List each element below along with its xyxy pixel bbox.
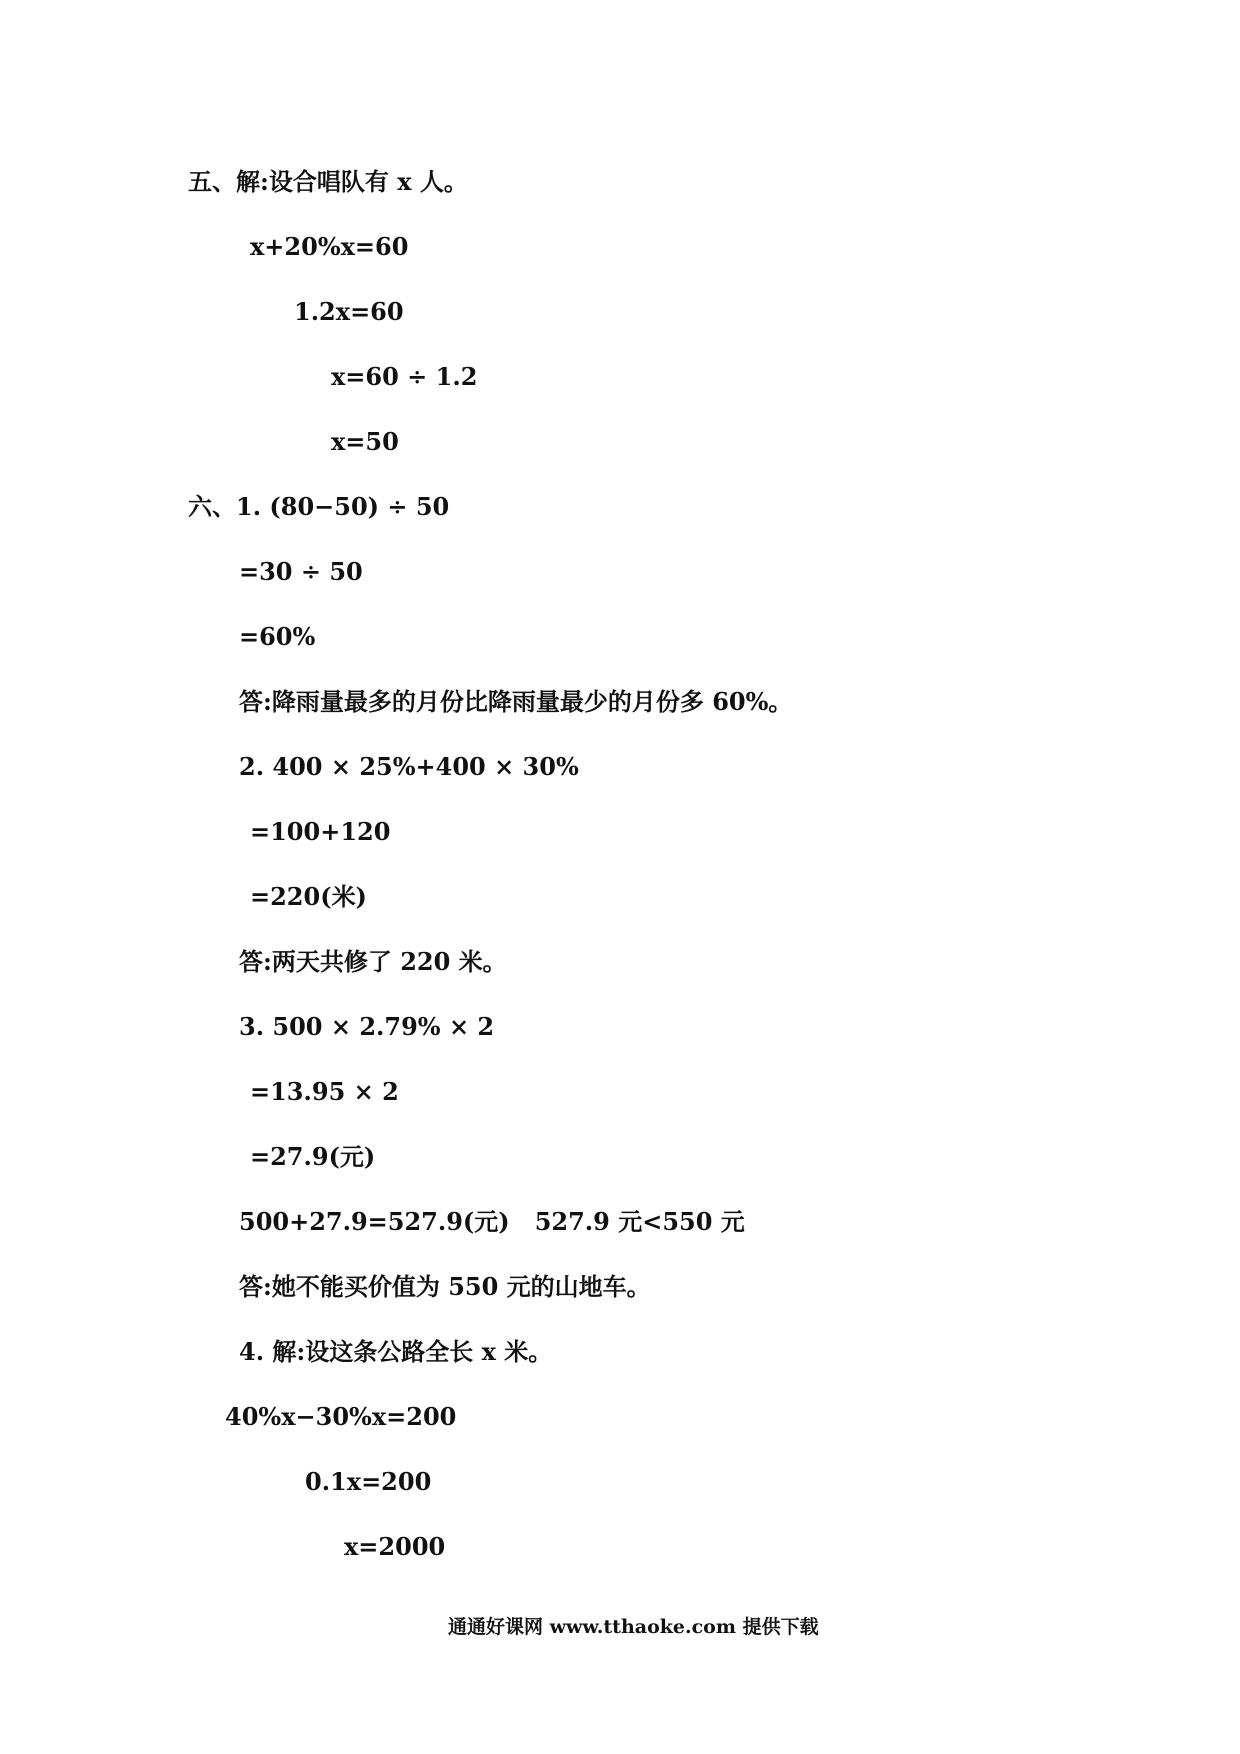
section5-step-3: x=60 ÷ 1.2 (331, 362, 478, 391)
q3-step-1: =13.95 × 2 (250, 1077, 399, 1106)
q3-answer: 答:她不能买价值为 550 元的山地车。 (239, 1272, 651, 1301)
q4-step-3: x=2000 (344, 1532, 446, 1561)
q3-step-2: =27.9(元) (250, 1142, 376, 1171)
q2-expression: 2. 400 × 25%+400 × 30% (239, 752, 579, 781)
q3-comparison: 500+27.9=527.9(元) 527.9 元<550 元 (239, 1207, 745, 1236)
q3-expression: 3. 500 × 2.79% × 2 (239, 1012, 495, 1041)
section5-step-2: 1.2x=60 (294, 297, 404, 326)
q2-step-1: =100+120 (250, 817, 391, 846)
q4-step-2: 0.1x=200 (305, 1467, 432, 1496)
q2-step-2: =220(米) (250, 882, 367, 911)
footer-credit: 通通好课网 www.tthaoke.com 提供下载 (448, 1616, 819, 1638)
section5-step-1: x+20%x=60 (250, 232, 409, 261)
q1-answer: 答:降雨量最多的月份比降雨量最少的月份多 60%。 (239, 687, 793, 716)
q1-step-1: =30 ÷ 50 (239, 557, 363, 586)
section5-step-4: x=50 (331, 427, 399, 456)
q1-expression: 六、1. (80−50) ÷ 50 (188, 492, 450, 521)
q1-step-2: =60% (239, 622, 316, 651)
section5-heading: 五、解:设合唱队有 x 人。 (188, 167, 468, 196)
q4-heading: 4. 解:设这条公路全长 x 米。 (239, 1337, 553, 1366)
q4-step-1: 40%x−30%x=200 (225, 1402, 457, 1431)
q2-answer: 答:两天共修了 220 米。 (239, 947, 507, 976)
